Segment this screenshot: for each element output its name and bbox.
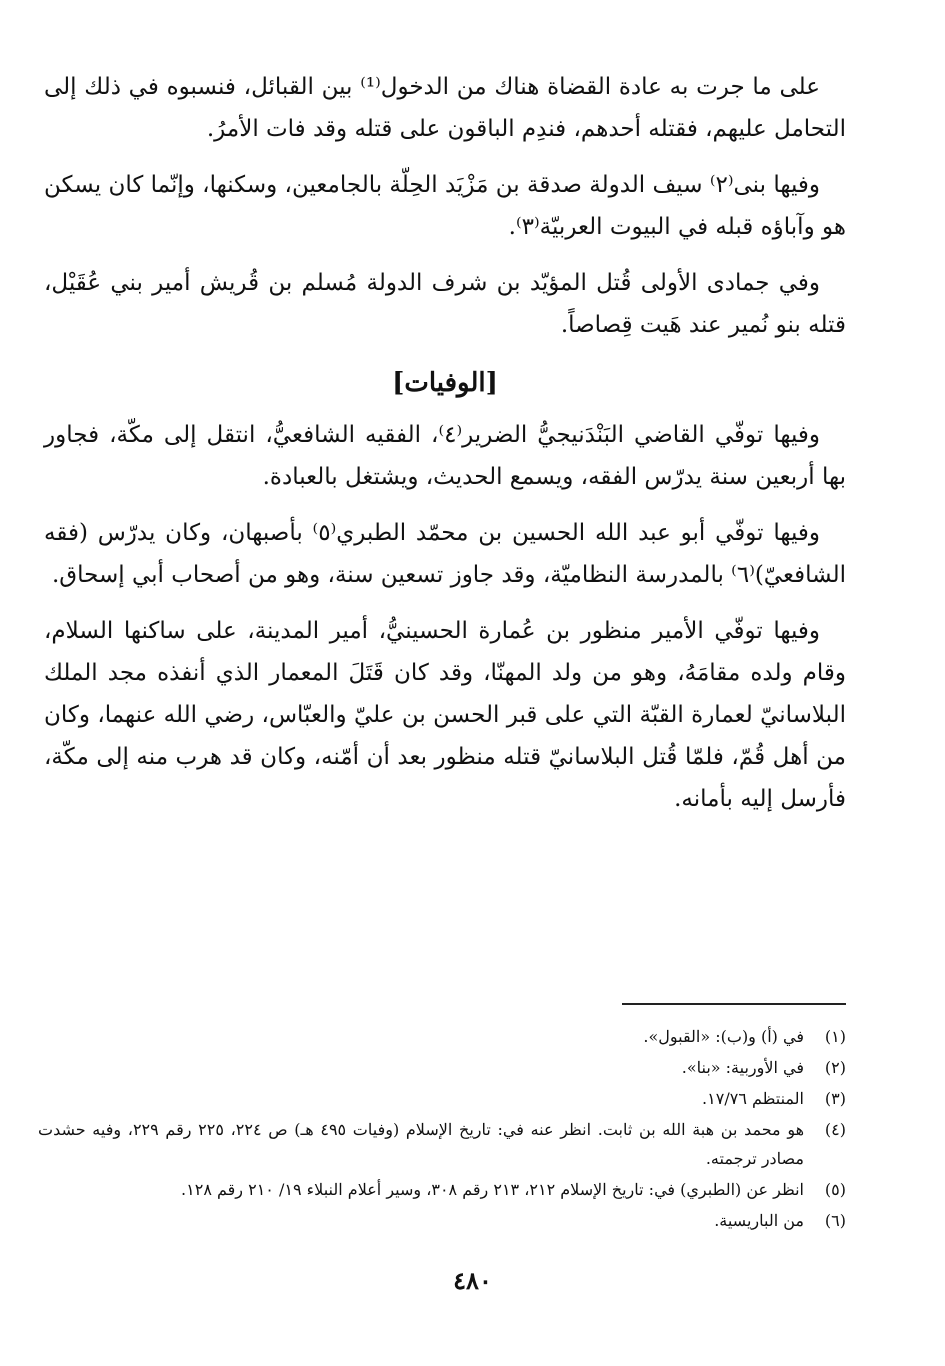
footnote-number: (١)	[824, 1027, 846, 1046]
footnotes	[38, 1022, 846, 1237]
paragraph: على ما جرت به عادة القضاة هناك من الدخول⁽¹⁾ بين القبائل، فنسبوه في ذلك إلى التحامل عليهم، فقتله أحدهم، فندِم الباقون على قتله وقد فات الأمرُ.	[44, 74, 846, 142]
main-text	[44, 66, 846, 834]
footnote-number: (٢)	[824, 1058, 846, 1077]
footnote	[38, 1175, 846, 1204]
footnote	[38, 1115, 846, 1173]
footnote	[38, 1206, 846, 1235]
paragraph: وفيها توفّي الأمير منظور بن عُمارة الحسينيُّ، أمير المدينة، على ساكنها السلام، وقام ولده مقامَهُ، وهو من ولد المهنّا، وقد كان قَتَلَ المعمار الذي أنفذه مجد الملك البلاسانيّ لعمارة القبّة التي على قبر الحسن بن عليّ والعبّاس، رضي الله عنهما، وكان من أهل قُمّ، فلمّا قُتل البلاسانيّ قتله منظور بعد أن أمّنه، وكان قد هرب منه إلى مكّة، فأرسل إليه بأمانه.	[44, 618, 846, 812]
footnote	[38, 1022, 846, 1051]
footnote-number: (٤)	[824, 1120, 846, 1139]
paragraph: وفيها توفّي القاضي البَنْدَنيجيُّ الضرير⁽٤⁾، الفقيه الشافعيُّ، انتقل إلى مكّة، فجاور بها أربعين سنة يدرّس الفقه، ويسمع الحديث، ويشتغل بالعبادة.	[44, 422, 846, 490]
footnote-text: انظر عن (الطبري) في: تاريخ الإسلام ٢١٢، ٢١٣ رقم ٣٠٨، وسير أعلام النبلاء ١٩/ ٢١٠ رقم ١٢٨.	[181, 1180, 804, 1199]
section-title: [الوفيات]	[392, 368, 498, 398]
footnote	[38, 1084, 846, 1113]
footnote-text: في الأوربية: «بنا».	[681, 1058, 804, 1077]
footnote-text: المنتظم ١٧/٧٦.	[702, 1089, 804, 1108]
paragraph: وفيها بنى⁽٢⁾ سيف الدولة صدقة بن مَزْيَد الحِلّة بالجامعين، وسكنها، وإنّما كان يسكن هو وآباؤه قبله في البيوت العربيّة⁽٣⁾.	[44, 172, 846, 240]
footnote-text: في (أ) و(ب): «القبول».	[643, 1027, 804, 1046]
footnote	[38, 1053, 846, 1082]
footnote-number: (٣)	[824, 1089, 846, 1108]
footnote-number: (٥)	[824, 1180, 846, 1199]
paragraph: وفيها توفّي أبو عبد الله الحسين بن محمّد الطبري⁽٥⁾ بأصبهان، وكان يدرّس (فقه الشافعيّ)⁽٦⁾ بالمدرسة النظاميّة، وقد جاوز تسعين سنة، وهو من أصحاب أبي إسحاق.	[44, 520, 846, 588]
footnote-text: هو محمد بن هبة الله بن ثابت. انظر عنه في: تاريخ الإسلام (وفيات ٤٩٥ هـ) ص ٢٢٤، ٢٢٥ رقم ٢٢٩، وفيه حشدت مصادر ترجمته.	[38, 1120, 805, 1168]
paragraph: وفي جمادى الأولى قُتل المؤيّد بن شرف الدولة مُسلم بن قُريش أمير بني عُقَيْل، قتله بنو نُمير عند هَيت قِصاصاً.	[44, 270, 846, 338]
page-number: ٤٨٠	[453, 1266, 492, 1295]
footnote-number: (٦)	[824, 1211, 846, 1230]
footnote-text: من الباريسية.	[714, 1211, 804, 1230]
footnote-divider	[622, 1003, 846, 1005]
